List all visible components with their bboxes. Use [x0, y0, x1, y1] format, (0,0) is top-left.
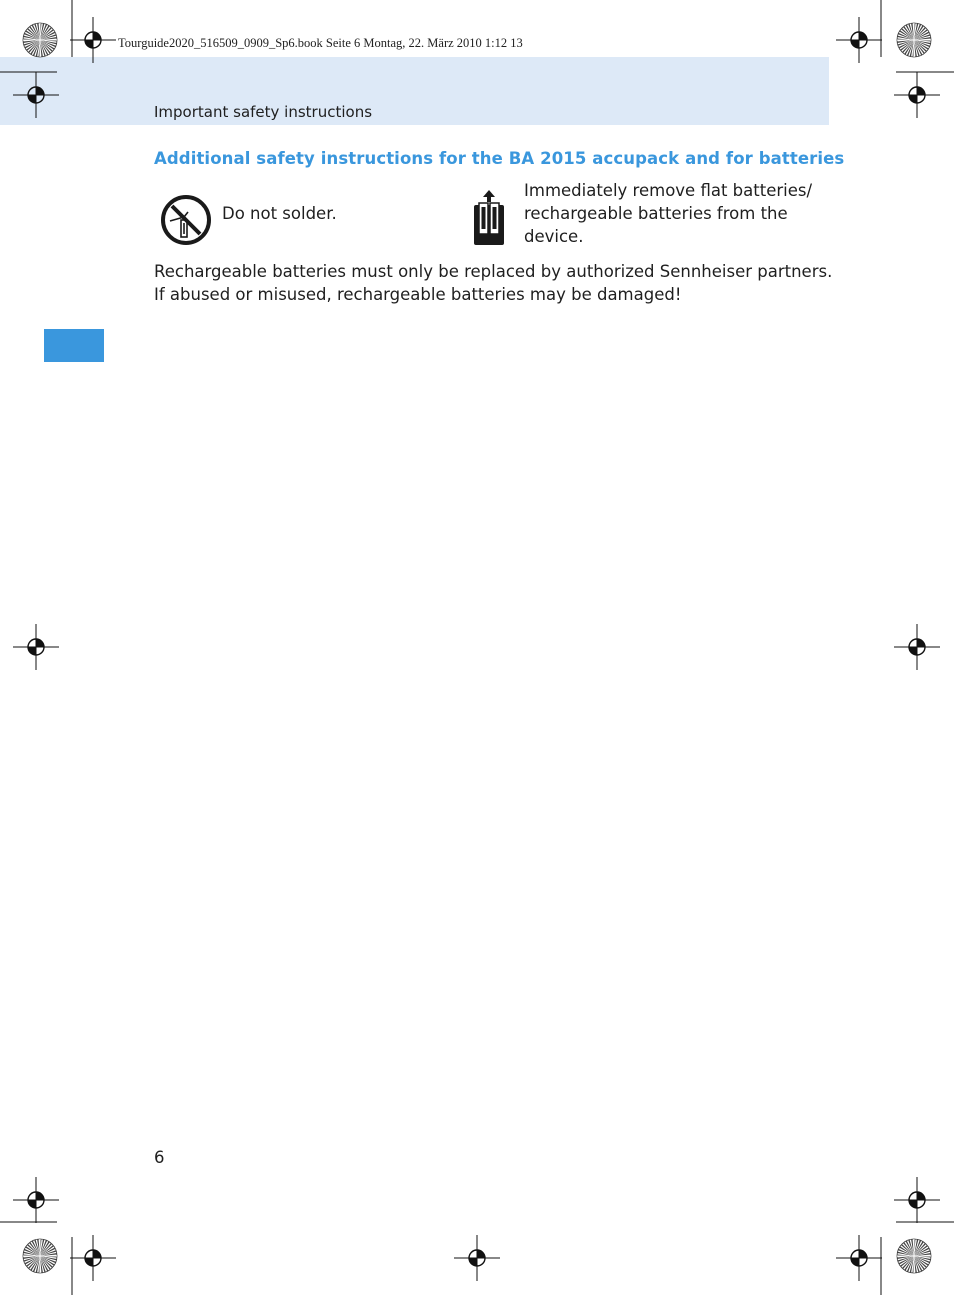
- registration-mark-icon: [70, 1235, 116, 1281]
- registration-mark-icon: [894, 1177, 940, 1223]
- page-heading: Additional safety instructions for the BA 2015 accupack and for batteries: [154, 149, 845, 168]
- page-number: 6: [154, 1148, 165, 1167]
- header-band: [0, 57, 829, 125]
- paragraph-line-2: If abused or misused, rechargeable batteries may be damaged!: [154, 285, 682, 304]
- registration-mark-icon: [70, 17, 116, 63]
- registration-mark-icon: [13, 624, 59, 670]
- color-rosette-icon: [22, 22, 58, 58]
- registration-mark-icon: [454, 1235, 500, 1281]
- registration-mark-icon: [894, 72, 940, 118]
- battery-removal-icon: [471, 188, 507, 246]
- registration-mark-icon: [836, 17, 882, 63]
- registration-mark-icon: [836, 1235, 882, 1281]
- paragraph-line-1: Rechargeable batteries must only be replaced by authorized Sennheiser partners.: [154, 262, 833, 281]
- color-rosette-icon: [896, 1238, 932, 1274]
- section-header: Important safety instructions: [154, 103, 373, 121]
- registration-mark-icon: [13, 1177, 59, 1223]
- registration-mark-icon: [894, 624, 940, 670]
- battery-replacement-paragraph: [154, 260, 844, 306]
- color-rosette-icon: [896, 22, 932, 58]
- color-rosette-icon: [22, 1238, 58, 1274]
- registration-mark-icon: [13, 72, 59, 118]
- instruction-remove-batteries: Immediately remove flat batteries/ rechargeable batteries from the device.: [524, 181, 813, 246]
- instruction-no-solder: Do not solder.: [222, 204, 337, 223]
- side-tab-marker: [44, 329, 104, 362]
- print-info-line: Tourguide2020_516509_0909_Sp6.book Seite 6 Montag, 22. März 2010 1:12 13: [118, 36, 523, 50]
- no-soldering-icon: [160, 194, 212, 246]
